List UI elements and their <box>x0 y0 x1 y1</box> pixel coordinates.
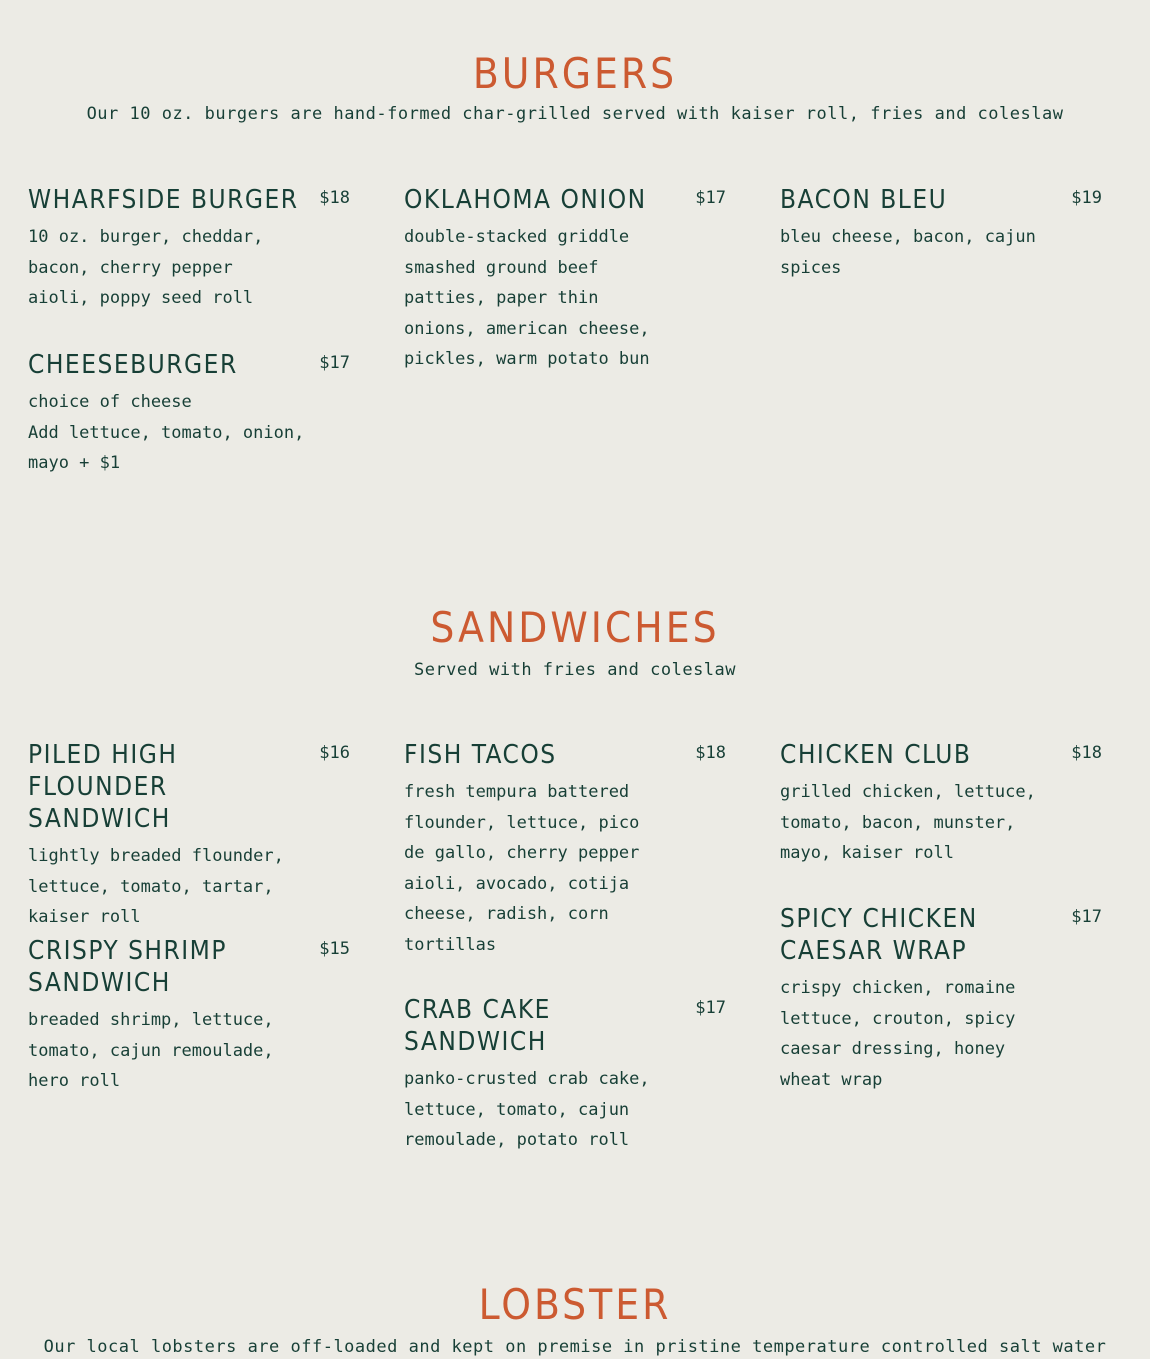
menu-item <box>28 935 352 1097</box>
menu-item-price: $17 <box>695 188 726 208</box>
lobster-title: LOBSTER <box>478 1280 672 1329</box>
menu-item-name: PILED HIGH FLOUNDER SANDWICH <box>28 740 178 834</box>
menu-item-name: OKLAHOMA ONION <box>404 185 647 215</box>
menu-item-description: choice of cheese Add lettuce, tomato, onion, mayo + $1 <box>28 392 305 473</box>
menu-item-name: CHEESEBURGER <box>28 350 238 380</box>
lobster-section <box>0 1281 1150 1359</box>
lobster-subtitle: Our local lobsters are off-loaded and kept on premise in pristine temperature controlled salt water <box>43 1337 1107 1357</box>
menu-item-description: double-stacked griddle smashed ground beef patties, paper thin onions, american cheese, pickles, warm potato bun <box>404 227 650 369</box>
menu-item-price: $18 <box>695 743 726 763</box>
menu-item-price: $15 <box>319 939 350 959</box>
menu-item-price: $16 <box>319 743 350 763</box>
menu-item <box>28 739 352 933</box>
menu-item-name: CHICKEN CLUB <box>780 740 972 770</box>
menu-item-price: $17 <box>1071 907 1102 927</box>
sandwiches-section <box>0 604 1150 682</box>
menu-item-description: panko-crusted crab cake, lettuce, tomato, cajun remoulade, potato roll <box>404 1069 650 1150</box>
burgers-subtitle: Our 10 oz. burgers are hand-formed char-grilled served with kaiser roll, fries and coleslaw <box>86 104 1064 124</box>
burgers-section <box>0 50 1150 126</box>
menu-item <box>28 184 352 314</box>
menu-item <box>780 903 1104 1095</box>
menu-item-price: $19 <box>1071 188 1102 208</box>
menu-item <box>780 184 1104 283</box>
menu-item-name: SPICY CHICKEN CAESAR WRAP <box>780 904 978 966</box>
menu-item-description: grilled chicken, lettuce, tomato, bacon, munster, mayo, kaiser roll <box>780 782 1036 863</box>
burgers-title: BURGERS <box>472 49 678 98</box>
menu-item-description: breaded shrimp, lettuce, tomato, cajun remoulade, hero roll <box>28 1010 274 1091</box>
menu-item <box>404 994 728 1156</box>
sandwiches-subtitle: Served with fries and coleslaw <box>413 660 737 680</box>
menu-item-price: $17 <box>695 998 726 1018</box>
menu-item <box>404 739 728 960</box>
menu-item-description: fresh tempura battered flounder, lettuce, pico de gallo, cherry pepper aioli, avocado, cotija cheese, radish, corn tortillas <box>404 782 640 955</box>
menu-item-description: bleu cheese, bacon, cajun spices <box>780 227 1036 278</box>
menu-item-name: WHARFSIDE BURGER <box>28 185 299 215</box>
menu-item-name: BACON BLEU <box>780 185 948 215</box>
menu-item-name: CRISPY SHRIMP SANDWICH <box>28 936 227 998</box>
menu-item-description: lightly breaded flounder, lettuce, tomato, tartar, kaiser roll <box>28 846 284 927</box>
menu-item-price: $18 <box>1071 743 1102 763</box>
sandwiches-title: SANDWICHES <box>430 603 720 652</box>
menu-item-name: FISH TACOS <box>404 740 557 770</box>
menu-item <box>404 184 728 375</box>
menu-item-description: 10 oz. burger, cheddar, bacon, cherry pepper aioli, poppy seed roll <box>28 227 264 308</box>
menu-item-description: crispy chicken, romaine lettuce, crouton, spicy caesar dressing, honey wheat wrap <box>780 978 1016 1090</box>
menu-item-name: CRAB CAKE SANDWICH <box>404 995 551 1057</box>
menu-item <box>28 349 352 479</box>
menu-item-price: $17 <box>319 353 350 373</box>
menu-item-price: $18 <box>319 188 350 208</box>
menu-item <box>780 739 1104 869</box>
